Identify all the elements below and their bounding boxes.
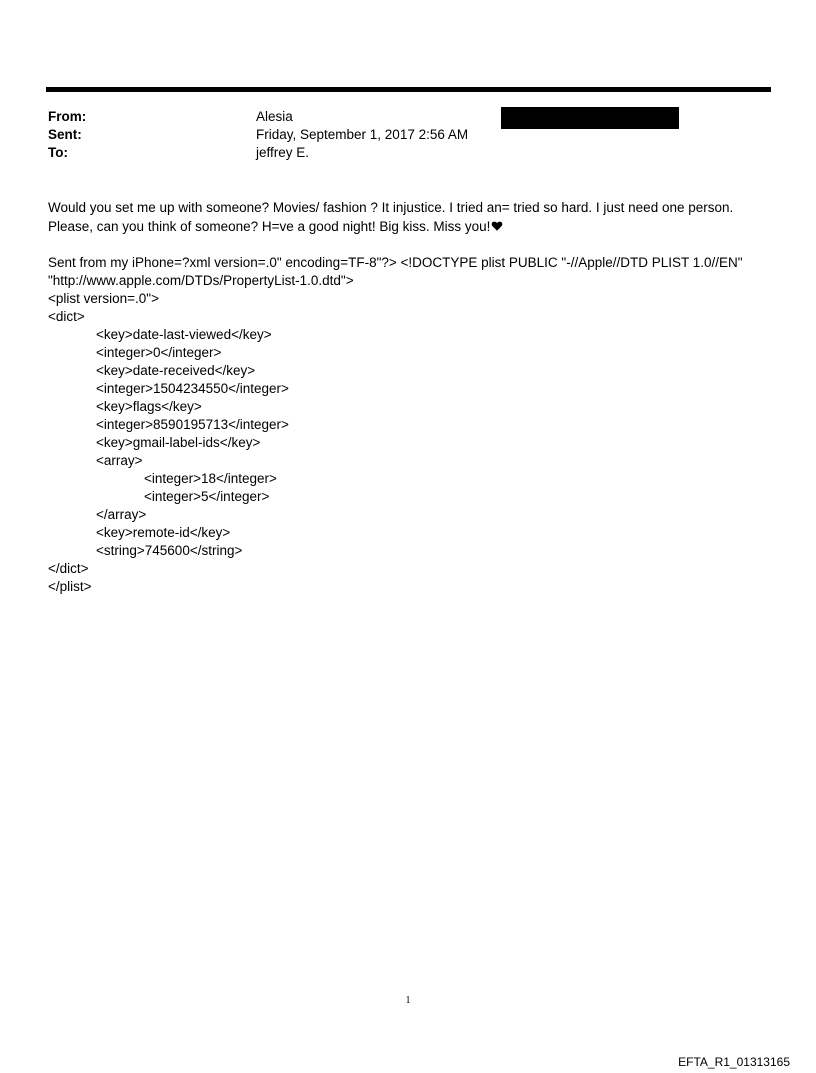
plist-line: </plist> bbox=[48, 579, 92, 594]
redaction-box bbox=[501, 107, 679, 129]
heart-icon bbox=[491, 220, 503, 232]
from-name: Alesia bbox=[256, 109, 293, 124]
page-number: 1 bbox=[405, 995, 411, 1006]
from-label: From: bbox=[48, 109, 87, 124]
plist-line: <integer>18</integer> bbox=[144, 471, 277, 486]
plist-line: <dict> bbox=[48, 309, 85, 324]
sent-value: Friday, September 1, 2017 2:56 AM bbox=[256, 127, 469, 142]
sent-label: Sent: bbox=[48, 127, 82, 142]
message-line-1: Would you set me up with someone? Movies/ fashion ? It injustice. I tried an= tried so hard. I just need one person. bbox=[48, 200, 734, 215]
to-value: jeffrey E. bbox=[256, 145, 310, 160]
plist-line: <key>flags</key> bbox=[96, 399, 202, 414]
plist-line: <integer>8590195713</integer> bbox=[96, 417, 289, 432]
plist-line: <plist version=.0"> bbox=[48, 291, 159, 306]
message-line-2 bbox=[48, 217, 773, 236]
plist-line: <key>remote-id</key> bbox=[96, 525, 231, 540]
to-label: To: bbox=[48, 145, 68, 160]
plist-line: <integer>0</integer> bbox=[96, 345, 222, 360]
document-id: EFTA_R1_01313165 bbox=[678, 1055, 790, 1069]
from-value bbox=[256, 107, 293, 126]
plist-line: <integer>1504234550</integer> bbox=[96, 381, 289, 396]
plist-line: </array> bbox=[96, 507, 147, 522]
plist-line: <key>date-last-viewed</key> bbox=[96, 327, 272, 342]
plist-line: "http://www.apple.com/DTDs/PropertyList-1.0.dtd"> bbox=[48, 273, 354, 288]
message-line-2-text: Please, can you think of someone? H=ve a good night! Big kiss. Miss you! bbox=[48, 219, 491, 234]
plist-line: <key>gmail-label-ids</key> bbox=[96, 435, 261, 450]
plist-line: Sent from my iPhone=?xml version=.0" encoding=TF-8"?> <!DOCTYPE plist PUBLIC "-//Apple//DTD PLIST 1.0//EN" bbox=[48, 255, 743, 270]
plist-line: </dict> bbox=[48, 561, 89, 576]
plist-line: <array> bbox=[96, 453, 143, 468]
plist-line: <string>745600</string> bbox=[96, 543, 243, 558]
plist-line: <key>date-received</key> bbox=[96, 363, 256, 378]
header-rule bbox=[46, 87, 771, 92]
plist-line: <integer>5</integer> bbox=[144, 489, 270, 504]
